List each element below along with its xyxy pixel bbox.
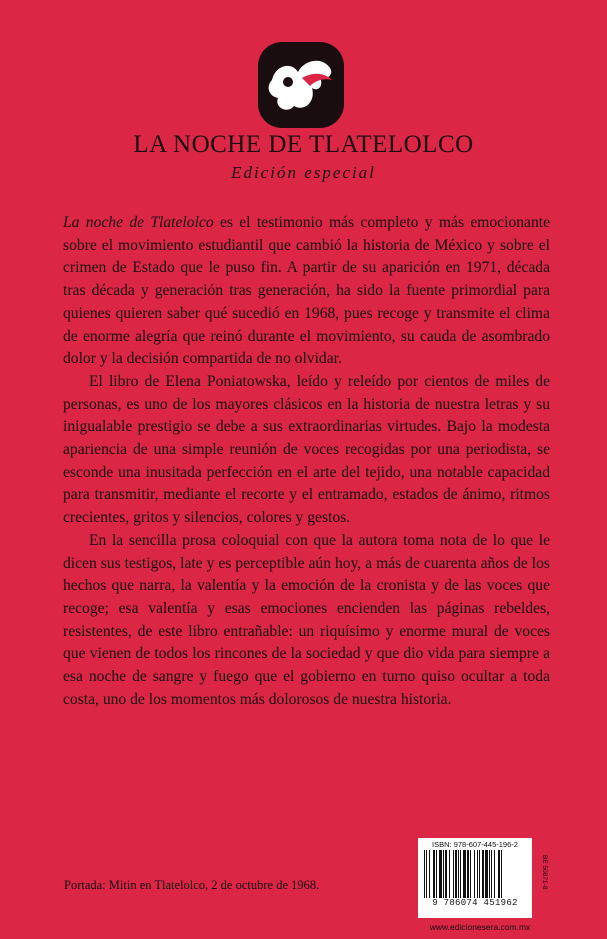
book-subtitle: Edición especial bbox=[231, 163, 376, 182]
publisher-website: www.edicionesera.com.mx bbox=[429, 922, 531, 932]
cover-caption: Portada: Mitin en Tlatelolco, 2 de octubre de 1968. bbox=[64, 878, 320, 892]
era-logo-icon bbox=[258, 42, 344, 128]
blurb-paragraph-1-text: es el testimonio más completo y más emocionante sobre el movimiento estudiantil que cambió la historia de México y sobre el crimen de Estado que le puso fin. A partir de su aparición en 1971, década tras década y generación tras generación, ha sido la fuente primordial para quienes quieren saber qué sucedió en 1968, pues recoge y transmite el clima de enorme alegría que reinó durante el movimiento, su cauda de asombrado dolor y la decisión compartida de no olvidar. bbox=[63, 214, 550, 368]
blurb-paragraph-1 bbox=[63, 212, 550, 371]
catalog-code: BE 50871-8 bbox=[541, 854, 548, 890]
isbn-label: ISBN: 978-607-445-196-2 bbox=[432, 840, 518, 849]
blurb-paragraph-3: En la sencilla prosa coloquial con que la autora toma nota de lo que le dicen sus testigos, late y es perceptible aún hoy, a más de cuarenta años de los hechos que narra, la valentía y la emoción de la cronista y de las voces que recoge; esa valentía y esas emociones encienden las páginas rebeldes, resistentes, de este libro entrañable: un riquísimo y enorme mural de voces que vienen de todos los rincones de la sociedad y que dio vida para siempre a esa noche de sangre y fuego que el gobierno en turno quiso ocultar a toda costa, uno de los momentos más dolorosos de nuestra historia. bbox=[63, 531, 550, 708]
back-cover-blurb bbox=[63, 212, 550, 711]
blurb-book-title: La noche de Tlatelolco bbox=[63, 214, 214, 231]
barcode-bars-icon bbox=[424, 850, 526, 898]
book-title: LA NOCHE DE TLATELOLCO bbox=[133, 131, 474, 158]
barcode-digits: 9 786074 451962 bbox=[432, 898, 518, 908]
blurb-paragraph-2: El libro de Elena Poniatowska, leído y releído por cientos de miles de personas, es uno de los mayores clásicos en la historia de nuestra letras y su inigualable prestigio se debe a sus extraordinarias virtudes. Bajo la modesta apariencia de una simple reunión de voces recogidas por una periodista, se esconde una inusitada perfección en el arte del tejido, una notable capacidad para transmitir, mediante el recorte y el entramado, estados de ánimo, ritmos crecientes, gritos y silencios, colores y gestos. bbox=[63, 372, 550, 527]
isbn-barcode bbox=[418, 838, 532, 918]
